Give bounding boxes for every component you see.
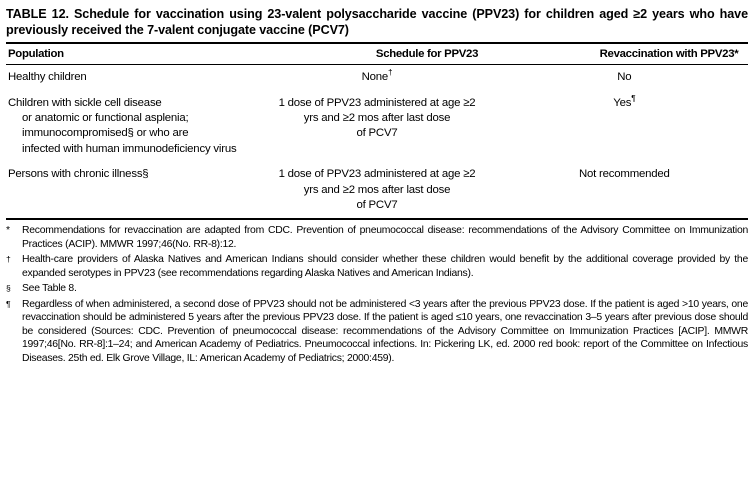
cell-schedule bbox=[253, 91, 500, 163]
bottom-rule bbox=[6, 218, 748, 220]
schedule-line: 1 dose of PPV23 administered at age ≥2 bbox=[278, 96, 476, 109]
cell-schedule bbox=[253, 162, 500, 218]
vaccination-schedule-body bbox=[6, 65, 748, 218]
column-header-schedule: Schedule for PPV23 bbox=[375, 48, 479, 61]
footnote-text: See Table 8. bbox=[22, 283, 77, 295]
table-title: TABLE 12. Schedule for vaccination using 23-valent polysaccharide vaccine (PPV23) for children aged ≥2 years who have previously received the 7-valent conjugate vaccine (PCV7) bbox=[6, 7, 748, 38]
schedule-line: yrs and ≥2 mos after last dose bbox=[303, 112, 451, 124]
schedule-line: of PCV7 bbox=[356, 127, 398, 140]
schedule-line: of PCV7 bbox=[356, 198, 398, 211]
table-row bbox=[6, 162, 748, 218]
footnote-text: Recommendations for revaccination are adapted from CDC. Prevention of pneumococcal disease: recommendations of the Advisory Committee on Immunization Practices (ACIP). MMWR 1997;46(No. RR-8):12. bbox=[22, 225, 748, 250]
table-wrapper bbox=[6, 45, 748, 64]
footnote-text: Regardless of when administered, a second dose of PPV23 should not be administered <3 years after the previous PPV23 dose. If the patient is aged >10 years, one revaccination should be administered 5 years after the previous PPV23 dose. If the patient is aged ≤10 years, one revaccination 3–5 years after previous dose should be considered (Sources: CDC. Prevention of pneumococcal disease: recommendations of the Advisory Committee on Immunization Practices [ACIP]. MMWR 1997;46[No. RR-8]:1–24; and American Academy of Pediatrics. Pneumococcal infections. In: Pickering LK, ed. 2000 red book: report of the Committee on Infectious Diseases. 25th ed. Elk Grove Village, IL: American Academy of Pediatrics; 2000:459). bbox=[22, 298, 748, 364]
footnote-marker: † bbox=[388, 68, 393, 78]
cell-population bbox=[6, 91, 253, 163]
footnote-item bbox=[6, 253, 748, 280]
population-line: Healthy children bbox=[8, 71, 87, 84]
cell-population bbox=[6, 162, 253, 218]
column-header-revaccination: Revaccination with PPV23* bbox=[599, 48, 739, 61]
population-line: or anatomic or functional asplenia; bbox=[22, 112, 189, 124]
revaccination-value: Not recommended bbox=[578, 168, 670, 181]
vaccination-schedule-table bbox=[6, 45, 754, 64]
footnote-marker: § bbox=[6, 283, 11, 294]
footnote-marker: † bbox=[6, 254, 11, 265]
table-header-row bbox=[6, 45, 754, 64]
footnote-text: Health-care providers of Alaska Natives and American Indians should consider whether these children would benefit by the additional coverage provided by the expanded serotypes in PPV23 (see recommendations regarding Alaska Natives and American Indians). bbox=[22, 254, 748, 279]
footnotes bbox=[6, 224, 748, 365]
revaccination-value: Yes bbox=[613, 96, 632, 109]
schedule-line: yrs and ≥2 mos after last dose bbox=[303, 183, 451, 196]
revaccination-value: No bbox=[617, 71, 632, 84]
cell-revaccination bbox=[501, 91, 748, 163]
population-line: Persons with chronic illness§ bbox=[8, 168, 149, 181]
population-line: immunocompromised§ or who are bbox=[22, 127, 189, 140]
footnote-marker: ¶ bbox=[631, 93, 636, 103]
table-row bbox=[6, 91, 748, 163]
cell-revaccination bbox=[501, 162, 748, 218]
table-row bbox=[6, 65, 748, 90]
footnote-marker: ¶ bbox=[6, 298, 11, 309]
population-line: Children with sickle cell disease bbox=[8, 96, 162, 109]
cell-population bbox=[6, 65, 253, 90]
schedule-line: 1 dose of PPV23 administered at age ≥2 bbox=[278, 168, 476, 181]
schedule-line: None bbox=[361, 71, 389, 84]
population-line: infected with human immunodeficiency virus bbox=[22, 142, 237, 155]
top-rule bbox=[6, 42, 748, 44]
column-header-population: Population bbox=[8, 48, 64, 61]
cell-revaccination bbox=[501, 65, 748, 90]
footnote-item bbox=[6, 224, 748, 251]
footnote-item bbox=[6, 298, 748, 366]
footnote-item bbox=[6, 282, 748, 296]
cell-schedule bbox=[253, 65, 500, 90]
footnote-marker: * bbox=[6, 225, 11, 237]
